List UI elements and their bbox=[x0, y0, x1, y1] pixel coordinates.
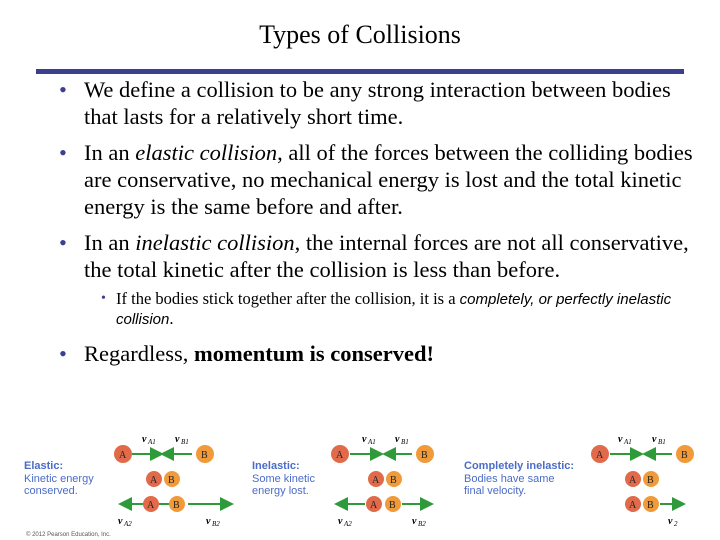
bullet-emphasis: momentum is conserved! bbox=[193, 341, 434, 366]
svg-text:v: v bbox=[338, 516, 343, 527]
panel-line: Bodies have same bbox=[464, 472, 555, 485]
ball-a-label: A bbox=[629, 500, 637, 511]
svg-text:B1: B1 bbox=[181, 438, 189, 446]
panel-line: energy lost. bbox=[252, 485, 309, 497]
velocity-label bbox=[142, 434, 156, 446]
svg-text:B2: B2 bbox=[418, 520, 426, 528]
slide-title: Types of Collisions bbox=[259, 20, 461, 49]
bullet-icon: • bbox=[59, 230, 67, 255]
velocity-label bbox=[668, 516, 678, 528]
svg-text:v: v bbox=[142, 434, 147, 445]
collision-figure bbox=[20, 428, 720, 540]
ball-b-label: B bbox=[647, 475, 654, 486]
svg-text:v: v bbox=[652, 434, 657, 445]
panel-line: final velocity. bbox=[464, 485, 527, 497]
inelastic-diagram bbox=[331, 434, 434, 528]
panel-heading: Elastic: bbox=[24, 460, 64, 472]
velocity-label bbox=[118, 516, 132, 528]
ball-a-label: A bbox=[629, 475, 637, 486]
bullet-icon: • bbox=[59, 341, 67, 366]
svg-text:v: v bbox=[618, 434, 623, 445]
ball-a-label: A bbox=[370, 500, 378, 511]
velocity-label bbox=[395, 434, 409, 446]
ball-b-label: B bbox=[421, 450, 428, 461]
svg-text:v: v bbox=[395, 434, 400, 445]
completely-inelastic-diagram bbox=[591, 434, 694, 528]
svg-text:2: 2 bbox=[674, 520, 678, 528]
subbullet-text-pre: If the bodies stick together after the collision, it is a bbox=[116, 289, 460, 308]
bullet-term-elastic: elastic collision bbox=[135, 140, 278, 165]
svg-text:A2: A2 bbox=[344, 520, 352, 528]
svg-text:v: v bbox=[412, 516, 417, 527]
bullet-term-inelastic: inelastic collision bbox=[135, 230, 295, 255]
bullet-icon: • bbox=[59, 140, 67, 165]
velocity-label bbox=[206, 516, 220, 528]
svg-text:v: v bbox=[668, 516, 673, 527]
ball-b-label: B bbox=[201, 450, 208, 461]
svg-text:B1: B1 bbox=[658, 438, 666, 446]
velocity-label bbox=[362, 434, 376, 446]
ball-b-label: B bbox=[173, 500, 180, 511]
subbullet-term: completely, or perfectly inelastic collision bbox=[116, 291, 672, 328]
copyright-notice: © 2012 Pearson Education, Inc. bbox=[26, 532, 111, 538]
svg-text:A1: A1 bbox=[624, 438, 632, 446]
ball-a-label: A bbox=[372, 475, 380, 486]
svg-text:B1: B1 bbox=[401, 438, 409, 446]
bullet-list bbox=[56, 76, 696, 376]
collision-diagrams bbox=[20, 428, 720, 540]
ball-b-label: B bbox=[389, 500, 396, 511]
bullet-text-post: , the internal forces are not all conservative, the total kinetic after the collision is less than before. bbox=[84, 230, 689, 282]
bullet-text: We define a collision to be any strong interaction between bodies that lasts for a relatively short time. bbox=[84, 77, 671, 129]
velocity-label bbox=[338, 516, 352, 528]
bullet-icon: • bbox=[59, 77, 67, 102]
ball-a-label: A bbox=[119, 450, 127, 461]
bullet-elastic bbox=[56, 139, 696, 220]
velocity-label bbox=[652, 434, 666, 446]
panel-line: Kinetic energy bbox=[24, 472, 94, 485]
title-divider bbox=[36, 69, 684, 74]
svg-text:v: v bbox=[206, 516, 211, 527]
panel-line: conserved. bbox=[24, 485, 78, 497]
velocity-label bbox=[412, 516, 426, 528]
svg-text:v: v bbox=[362, 434, 367, 445]
bullet-inelastic bbox=[56, 229, 696, 283]
subbullet-icon: • bbox=[101, 291, 106, 306]
ball-a-label: A bbox=[147, 500, 155, 511]
ball-b-label: B bbox=[168, 475, 175, 486]
bullet-text-pre: Regardless, bbox=[84, 341, 194, 366]
elastic-diagram bbox=[114, 434, 232, 528]
bullet-text-pre: In an bbox=[84, 140, 136, 165]
panel-heading: Completely inelastic: bbox=[464, 460, 575, 472]
bullet-collision-definition bbox=[56, 76, 696, 130]
ball-b-label: B bbox=[647, 500, 654, 511]
ball-b-label: B bbox=[390, 475, 397, 486]
subbullet-text-post: . bbox=[169, 309, 174, 328]
panel-line: Some kinetic bbox=[252, 472, 315, 485]
bullet-momentum bbox=[56, 340, 696, 367]
svg-text:A2: A2 bbox=[124, 520, 132, 528]
velocity-label bbox=[618, 434, 632, 446]
svg-text:A1: A1 bbox=[368, 438, 376, 446]
svg-text:v: v bbox=[118, 516, 123, 527]
subbullet-perfectly-inelastic bbox=[56, 289, 696, 329]
bullet-text-post: , all of the forces between the colliding bodies are conservative, no mechanical energy is lost and the total kinetic energy is the same before and after. bbox=[84, 140, 693, 219]
velocity-label bbox=[175, 434, 189, 446]
svg-text:v: v bbox=[175, 434, 180, 445]
svg-text:A1: A1 bbox=[148, 438, 156, 446]
ball-a-label: A bbox=[150, 475, 158, 486]
ball-a-label: A bbox=[336, 450, 344, 461]
panel-heading: Inelastic: bbox=[252, 460, 300, 472]
ball-a-label: A bbox=[596, 450, 604, 461]
bullet-text-pre: In an bbox=[84, 230, 136, 255]
svg-text:B2: B2 bbox=[212, 520, 220, 528]
ball-b-label: B bbox=[681, 450, 688, 461]
